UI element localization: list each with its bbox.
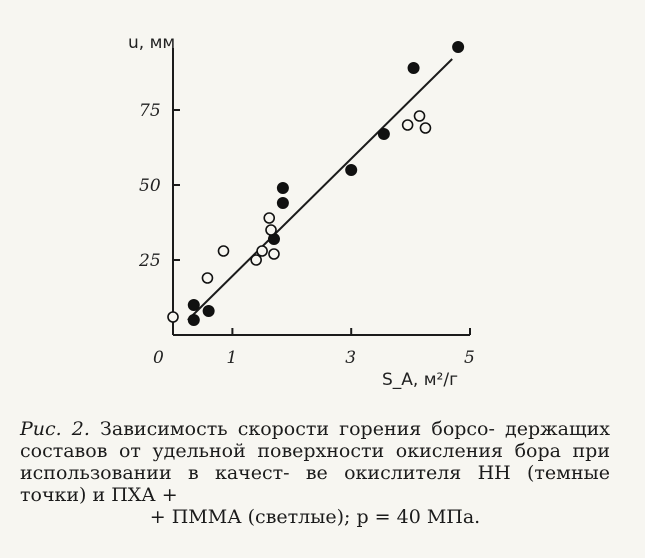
caption-line-4: ве окислителя НН (темные точки) и ПХА + <box>20 462 610 506</box>
open-data-point <box>251 255 261 265</box>
open-data-point <box>266 225 276 235</box>
open-data-point <box>257 246 267 256</box>
x-tick-label: 1 <box>226 348 238 368</box>
filled-data-point <box>378 129 389 140</box>
y-tick-label: 50 <box>139 176 161 196</box>
figure-caption <box>20 418 610 528</box>
filled-data-point <box>188 300 199 311</box>
filled-data-point <box>203 306 214 317</box>
open-data-point <box>202 273 212 283</box>
open-data-point <box>403 120 413 130</box>
axis-titles <box>128 33 458 390</box>
x-tick-label: 5 <box>464 348 475 368</box>
fit-line-group <box>188 59 452 320</box>
open-data-point <box>415 111 425 121</box>
y-tick-label: 75 <box>139 101 161 121</box>
fit-line <box>188 59 452 320</box>
filled-data-point <box>277 198 288 209</box>
filled-data-point <box>453 42 464 53</box>
filled-data-point <box>408 63 419 74</box>
figure-label: Рис. 2. <box>20 418 90 440</box>
axis-ticks <box>138 101 475 368</box>
open-data-point <box>168 312 178 322</box>
data-points <box>168 42 464 326</box>
filled-data-point <box>346 165 357 176</box>
filled-data-point <box>188 315 199 326</box>
open-data-point <box>264 213 274 223</box>
caption-line-3: окисления бора при использовании в качест- <box>20 440 611 484</box>
x-axis-title: S_A, м²/г <box>382 370 459 390</box>
filled-data-point <box>277 183 288 194</box>
caption-line-2: держащих составов от удельной поверхности <box>20 418 610 462</box>
caption-line-5: + ПММА (светлые); p = 40 МПа. <box>149 506 481 528</box>
open-data-point <box>269 249 279 259</box>
x-tick-label: 0 <box>153 348 164 368</box>
x-tick-label: 3 <box>345 348 357 368</box>
caption-line-1: Зависимость скорости горения борсо- <box>100 418 495 440</box>
y-tick-label: 25 <box>139 251 161 271</box>
open-data-point <box>218 246 228 256</box>
open-data-point <box>420 123 430 133</box>
y-axis-title: u, мм <box>128 33 176 53</box>
